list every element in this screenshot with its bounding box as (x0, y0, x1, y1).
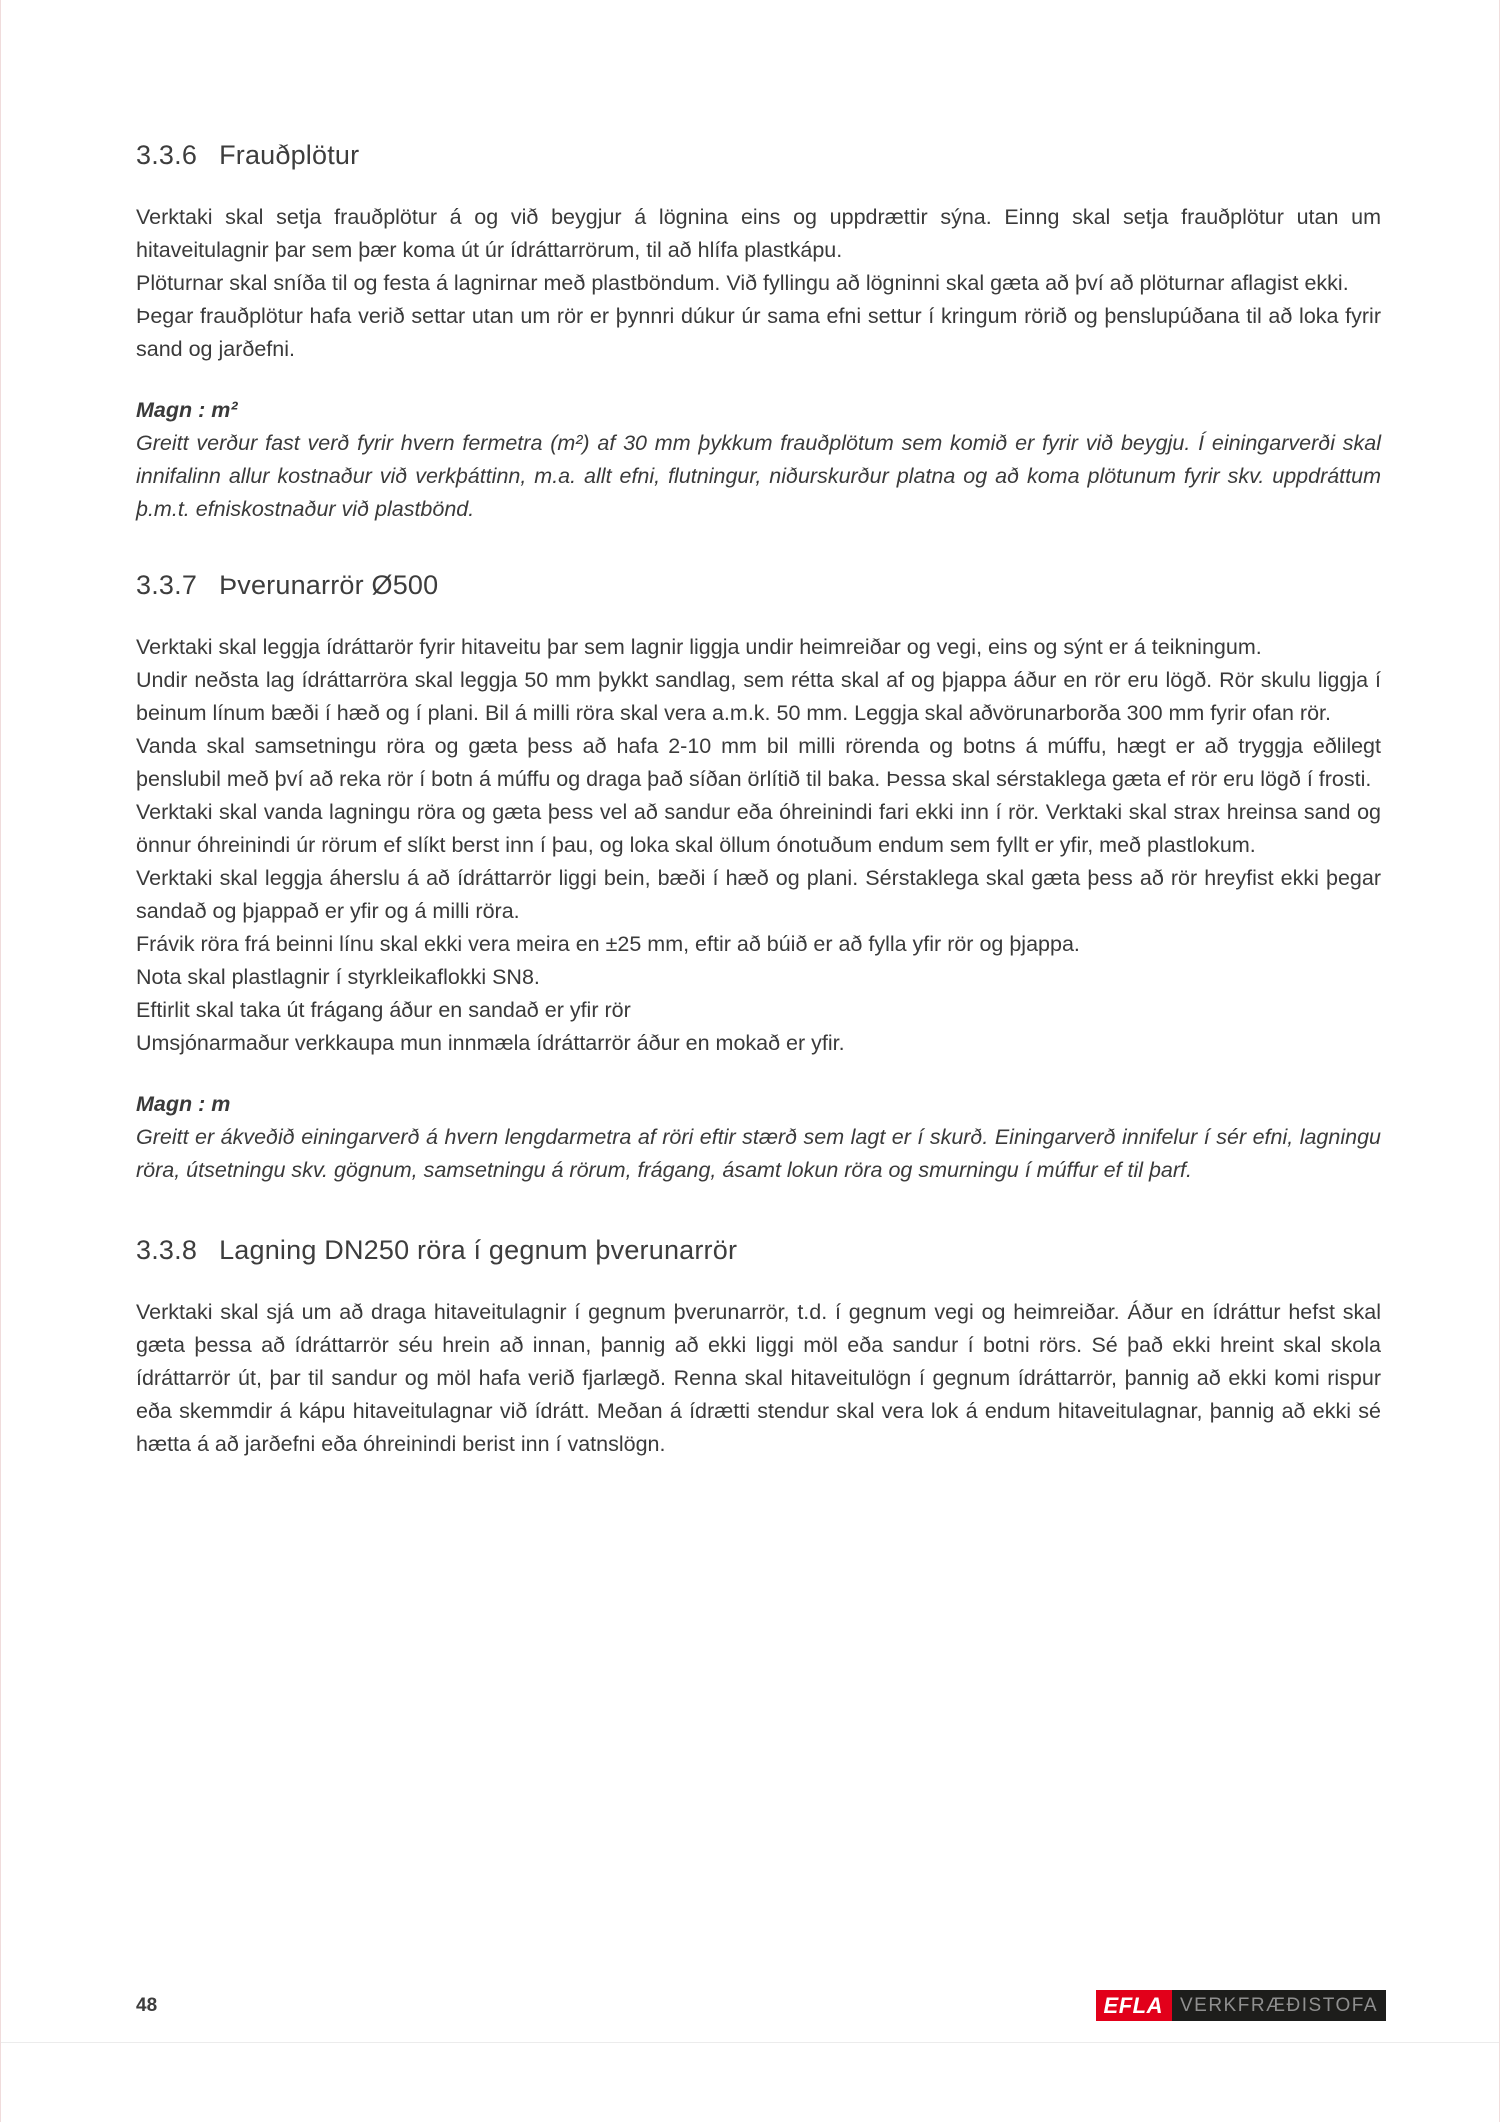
section-body (136, 1296, 1381, 1461)
page-number: 48 (136, 1994, 158, 2016)
quantity-block (136, 394, 1381, 526)
heading-number: 3.3.8 (136, 1235, 198, 1265)
quantity-unit-label: Magn : m² (136, 398, 238, 422)
paragraph: Vanda skal samsetningu röra og gæta þess að hafa 2-10 mm bil milli rörenda og botns á múffu, hægt er að tryggja eðlilegt þenslubil með því að reka rör í botn á múffu og draga það síðan örlítið til baka. Þessa skal sérstaklega gæta ef rör eru lögð í frosti. (136, 734, 1381, 791)
paragraph: Verktaki skal leggja áherslu á að ídráttarrör liggi bein, bæði í hæð og plani. Sérstaklega skal gæta þess að rör hreyfist ekki þegar sandað og þjappað er yfir og á milli röra. (136, 866, 1381, 923)
quantity-unit-label: Magn : m (136, 1092, 231, 1116)
heading-title: Frauðplötur (219, 140, 360, 170)
payment-terms-text: Greitt er ákveðið einingarverð á hvern lengdarmetra af röri eftir stærð sem lagt er í skurð. Einingarverð innifelur í sér efni, lagningu röra, útsetningu skv. gögnum, samsetningu á rörum, frágang, ásamt lokun röra og smurningu í múffur ef til þarf. (136, 1125, 1381, 1182)
section-3-3-8 (136, 1235, 1381, 1461)
document-content (136, 140, 1381, 1461)
section-3-3-6 (136, 140, 1381, 526)
efla-logo-tagline: VERKFRÆÐISTOFA (1172, 1990, 1386, 2021)
paragraph: Verktaki skal sjá um að draga hitaveitulagnir í gegnum þverunarrör, t.d. í gegnum vegi og heimreiðar. Áður en ídráttur hefst skal gæta þessa að ídráttarrör séu hrein að innan, þannig að ekki liggi möl eða sandur í botni rörs. Sé það ekki hreint skal skola ídráttarrör út, þar til sandur og möl hafa verið fjarlægð. Renna skal hitaveitulögn í gegnum ídráttarrör, þannig að ekki komi rispur eða skemmdir á kápu hitaveitulagnar við ídrátt. Meðan á ídrætti stendur skal vera lok á endum hitaveitulagnar, þannig að ekki sé hætta á að jarðefni eða óhreinindi berist inn í vatnslögn. (136, 1300, 1381, 1456)
heading-title: Þverunarrör Ø500 (219, 570, 439, 600)
paragraph: Verktaki skal vanda lagningu röra og gæta þess vel að sandur eða óhreinindi fari ekki inn í rör. Verktaki skal strax hreinsa sand og önnur óhreinindi úr rörum ef slíkt berst inn í þau, og loka skal öllum ónotuðum endum sem fyllt er yfir, með plastlokum. (136, 800, 1381, 857)
paragraph: Nota skal plastlagnir í styrkleikaflokki SN8. (136, 965, 540, 989)
section-3-3-7 (136, 570, 1381, 1187)
paragraph: Eftirlit skal taka út frágang áður en sandað er yfir rör (136, 998, 631, 1022)
section-body (136, 631, 1381, 1060)
quantity-block (136, 1088, 1381, 1187)
section-heading (136, 1235, 1381, 1266)
efla-logo (1096, 1990, 1386, 2021)
section-heading (136, 570, 1381, 601)
heading-number: 3.3.6 (136, 140, 198, 170)
paragraph: Frávik röra frá beinni línu skal ekki vera meira en ±25 mm, eftir að búið er að fylla yfir rör og þjappa. (136, 932, 1080, 956)
heading-number: 3.3.7 (136, 570, 198, 600)
efla-logo-wordmark: EFLA (1096, 1990, 1172, 2021)
paragraph: Plöturnar skal sníða til og festa á lagnirnar með plastböndum. Við fyllingu að lögninni skal gæta að því að plöturnar aflagist ekki. (136, 271, 1349, 295)
paragraph: Umsjónarmaður verkkaupa mun innmæla ídráttarrör áður en mokað er yfir. (136, 1031, 845, 1055)
payment-terms-text: Greitt verður fast verð fyrir hvern fermetra (m²) af 30 mm þykkum frauðplötum sem komið er fyrir við beygju. Í einingarverði skal innifalinn allur kostnaður við verkþáttinn, m.a. allt efni, flutningur, niðurskurður platna og að koma plötunum fyrir skv. uppdráttum þ.m.t. efniskostnaður við plastbönd. (136, 431, 1381, 521)
heading-title: Lagning DN250 röra í gegnum þverunarrör (219, 1235, 738, 1265)
section-body (136, 201, 1381, 366)
paragraph: Þegar frauðplötur hafa verið settar utan um rör er þynnri dúkur úr sama efni settur í kringum rörið og þenslupúðana til að loka fyrir sand og jarðefni. (136, 304, 1381, 361)
footer-divider (1, 2042, 1499, 2043)
paragraph: Verktaki skal leggja ídráttarör fyrir hitaveitu þar sem lagnir liggja undir heimreiðar og vegi, eins og sýnt er á teikningum. (136, 635, 1262, 659)
paragraph: Undir neðsta lag ídráttarröra skal leggja 50 mm þykkt sandlag, sem rétta skal af og þjappa áður en rör eru lögð. Rör skulu liggja í beinum línum bæði í hæð og í plani. Bil á milli röra skal vera a.m.k. 50 mm. Leggja skal aðvörunarborða 300 mm fyrir ofan rör. (136, 668, 1381, 725)
paragraph: Verktaki skal setja frauðplötur á og við beygjur á lögnina eins og uppdrættir sýna. Einng skal setja frauðplötur utan um hitaveitulagnir þar sem þær koma út úr ídráttarrörum, til að hlífa plastkápu. (136, 205, 1381, 262)
page-footer (136, 1990, 1386, 2021)
section-heading (136, 140, 1381, 171)
